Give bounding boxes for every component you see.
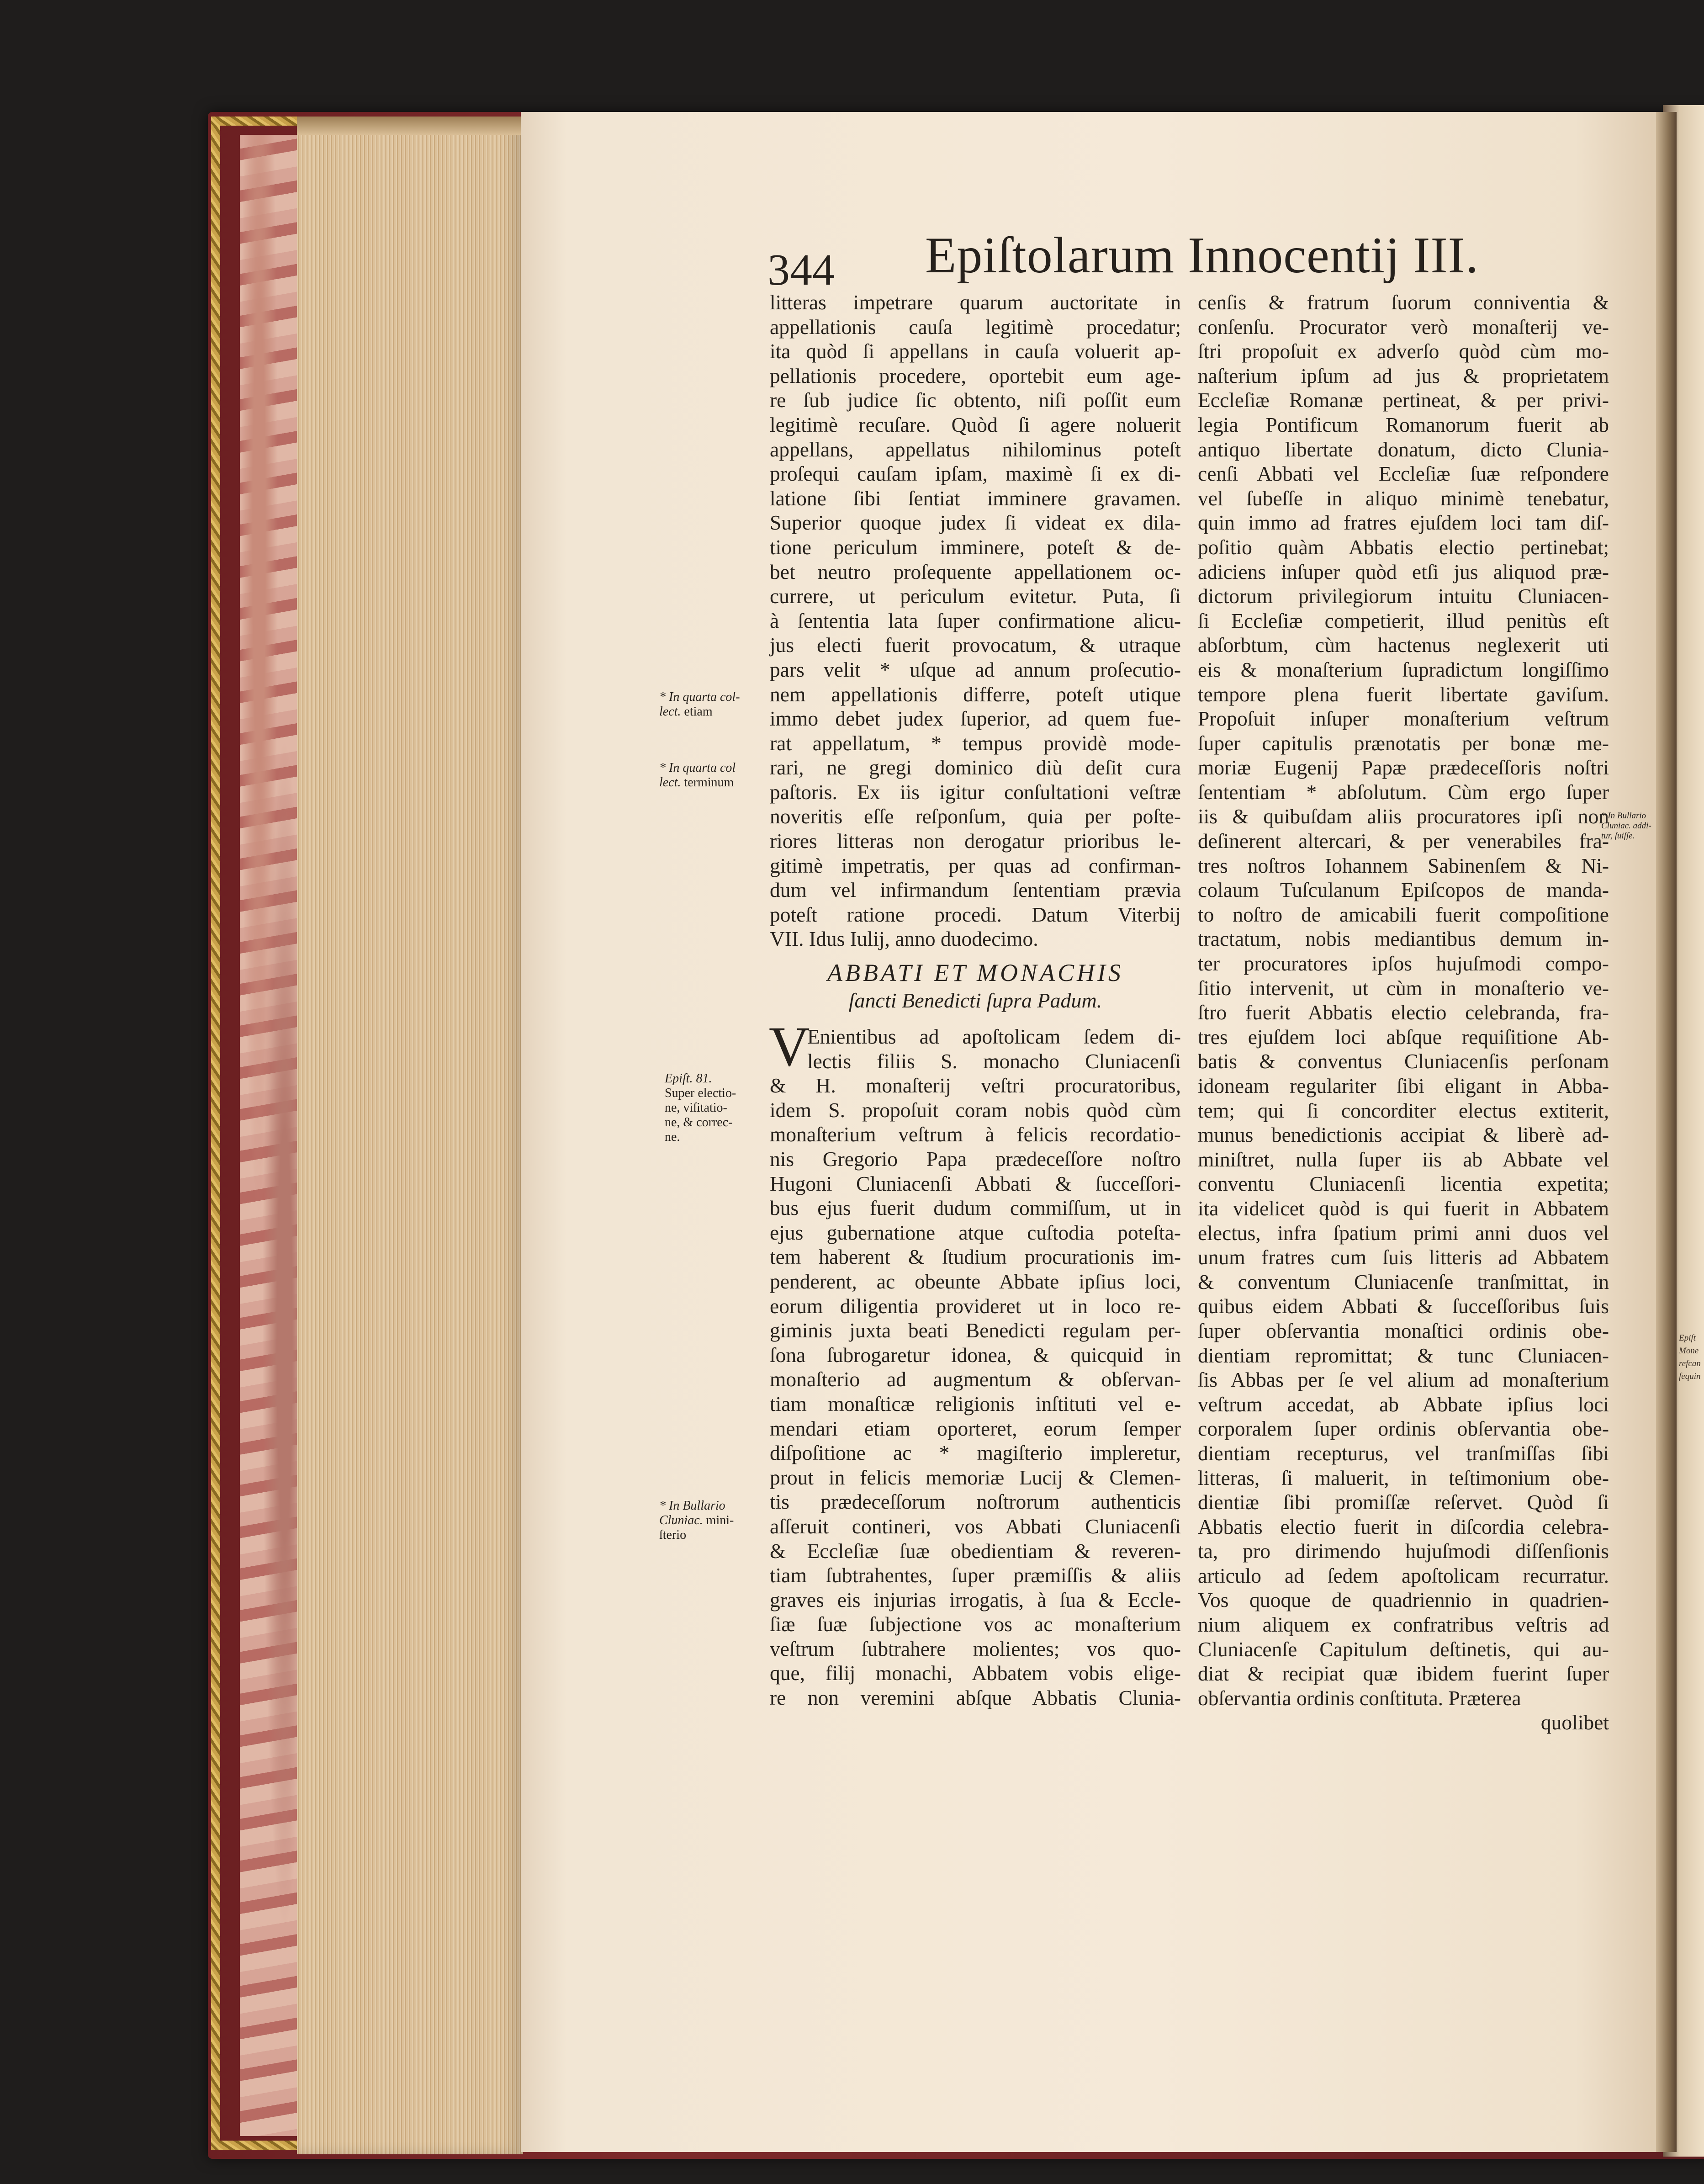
text-column-right xyxy=(1198,290,1609,1735)
text-line: idem S. propoſuit coram nobis quòd cùm xyxy=(770,1098,1181,1122)
margin-note-4-line-2b: mini- xyxy=(706,1513,734,1527)
text-line: ta, pro dirimendo hujuſmodi diſſenſionis xyxy=(1198,1539,1609,1563)
text-line: mendari etiam oporteret, eorum ſemper xyxy=(770,1416,1181,1440)
text-line: Superior quoque judex ſi videat ex dila- xyxy=(770,511,1181,535)
letter-heading xyxy=(770,958,1181,1013)
left-column-paragraph-1 xyxy=(770,290,1181,951)
text-line: ſis Abbas per ſe vel alium ad monaſterium xyxy=(1198,1368,1609,1392)
text-line: ſententiam * abſolutum. Cùm ergo ſuper xyxy=(1198,780,1609,804)
text-line: ſi Eccleſiæ competierit, illud penitùs eſt xyxy=(1198,609,1609,632)
edge-note-line-3: refcan xyxy=(1679,1359,1701,1368)
text-line: re non veremini abſque Abbatis Clunia- xyxy=(770,1686,1181,1710)
text-line: paſtoris. Ex iis igitur conſultationi veſtræ xyxy=(770,780,1181,804)
text-line: articulo ad ſedem apoſtolicam recurratur. xyxy=(1198,1564,1609,1587)
text-line: Cluniacenſe Capitulum deſtinetis, qui au- xyxy=(1198,1637,1609,1661)
letter-heading-line-2: ſancti Benedicti ſupra Padum. xyxy=(848,989,1102,1012)
text-line: antiquo libertate donatum, dicto Clunia- xyxy=(1198,437,1609,461)
text-line: penderent, ac obeunte Abbate ipſius loci, xyxy=(770,1269,1181,1293)
right-note-line-1: * In Bullario xyxy=(1601,811,1646,821)
text-line: ſuper capitulis prænotatis per bonæ me- xyxy=(1198,731,1609,755)
text-line: Propoſuit inſuper monaſterium veſtrum xyxy=(1198,707,1609,731)
text-line: diat & recipiat quæ ibidem fuerint ſuper xyxy=(1198,1662,1609,1686)
text-line: lectis filiis S. monacho Cluniacenſi xyxy=(807,1049,1181,1073)
text-line: Vos quoque de quadriennio in quadrien- xyxy=(1198,1588,1609,1612)
text-line: tiam monaſticæ religionis inſtituti vel e- xyxy=(770,1392,1181,1415)
margin-note-4 xyxy=(659,1499,734,1543)
text-line: rat appellatum, * tempus providè mode- xyxy=(770,731,1181,755)
text-line: aſſeruit contineri, vos Abbati Cluniacenſi xyxy=(770,1514,1181,1538)
text-line: legia Pontificum Romanorum fuerit ab xyxy=(1198,413,1609,436)
text-line: ita quòd ſi appellans in cauſa voluerit ap- xyxy=(770,339,1181,363)
margin-note-2-line-1: * In quarta col xyxy=(659,761,736,775)
text-line: eis & monaſterium ſupradictum longiſſimo xyxy=(1198,657,1609,681)
right-note-line-3: tur, ſuiſſe. xyxy=(1601,831,1635,841)
text-line: bus ejus fuerit dudum commiſſum, ut in xyxy=(770,1196,1181,1220)
text-line: colaum Tuſculanum Epiſcopos de manda- xyxy=(1198,878,1609,902)
text-line: nium aliquem ex confratribus veſtris ad xyxy=(1198,1613,1609,1637)
page-edges xyxy=(297,117,523,2154)
text-line: tione periculum imminere, poteſt & de- xyxy=(770,535,1181,559)
text-line: adiciens inſuper quòd etſi jus aliquod præ- xyxy=(1198,560,1609,583)
margin-note-3-line-1: Epiſt. 81. xyxy=(665,1071,712,1086)
text-line: ſtro fuerit Abbatis electio celebranda, fra- xyxy=(1198,1001,1609,1024)
text-line: vel ſubeſſe in aliquo minimè tenebatur, xyxy=(1198,486,1609,510)
text-line: tis prædeceſſorum noſtrorum authenticis xyxy=(770,1490,1181,1514)
catchword: quolibet xyxy=(1540,1711,1609,1734)
text-line: Abbatis electio fuerit in diſcordia celebra- xyxy=(1198,1515,1609,1538)
text-line: currere, ut periculum evitetur. Puta, ſi xyxy=(770,584,1181,608)
text-line: & H. monaſterij veſtri procuratoribus, xyxy=(770,1074,1181,1097)
text-line: naſterium ipſum ad jus & proprietatem xyxy=(1198,364,1609,387)
text-line: unum fratres cum ſuis litteris ad Abbatem xyxy=(1198,1246,1609,1269)
text-line: monaſterio ad augmentum & obſervan- xyxy=(770,1368,1181,1391)
text-line: ſitio intervenit, ut cùm in monaſterio ve- xyxy=(1198,976,1609,1000)
text-line: ſuper obſervantia monaſtici ordinis obe- xyxy=(1198,1319,1609,1342)
letter-heading-line-1: ABBATI ET MONACHIS xyxy=(827,959,1123,987)
text-line: tem; qui ſi concorditer electus extiterit, xyxy=(1198,1098,1609,1122)
text-line: legitimè recuſare. Quòd ſi agere noluerit xyxy=(770,413,1181,436)
text-line: dientiæ ſibi promiſſæ reſervet. Quòd ſi xyxy=(1198,1490,1609,1514)
text-line: deſinerent altercari, & per venerabiles fra- xyxy=(1198,829,1609,853)
text-line: veſtrum ſubtrahere molientes; vos quo- xyxy=(770,1637,1181,1660)
margin-note-3-line-5: ne. xyxy=(665,1130,680,1144)
text-line: litteras, ſi maluerit, in teſtimonium obe- xyxy=(1198,1466,1609,1490)
drop-capital: V xyxy=(769,1015,810,1078)
text-line: & conventum Cluniacenſe tranſmittat, in xyxy=(1198,1270,1609,1293)
text-line: que, filij monachi, Abbatem vobis elige- xyxy=(770,1661,1181,1685)
text-line: tiam ſubtrahentes, ſuper præmiſſis & aliis xyxy=(770,1564,1181,1587)
page-gutter xyxy=(1656,112,1677,2152)
text-line: dum vel infirmandum ſententiam prævia xyxy=(770,878,1181,902)
margin-note-3 xyxy=(665,1071,736,1145)
text-line: nis Gregorio Papa prædeceſſore noſtro xyxy=(770,1147,1181,1171)
text-line: pellationis procedere, oportebit eum age- xyxy=(770,364,1181,387)
text-line: riores litteras non derogatur prioribus le- xyxy=(770,829,1181,853)
text-line: diſpoſitione ac * magiſterio impleretur, xyxy=(770,1441,1181,1465)
right-note-line-2: Cluniac. addi- xyxy=(1601,821,1651,831)
text-line: abſorbtum, cùm hactenus neglexerit uti xyxy=(1198,633,1609,657)
text-column-left xyxy=(770,290,1181,1710)
text-line: ſona ſubrogaretur idonea, & quicquid in xyxy=(770,1343,1181,1367)
text-line: pars velit * uſque ad annum proſecutio- xyxy=(770,657,1181,681)
text-line: to noſtro de amicabili fuerit compoſitione xyxy=(1198,902,1609,926)
edge-note-line-2: Mone xyxy=(1679,1346,1699,1356)
margin-note-2-line-2a: lect. xyxy=(659,775,681,790)
text-line: ejus gubernatione atque cuſtodia poteſta- xyxy=(770,1220,1181,1244)
text-line: bet neutro proſequente appellationem oc- xyxy=(770,560,1181,583)
text-line: quibus eidem Abbati & ſucceſſoribus ſuis xyxy=(1198,1294,1609,1318)
text-line: iis & quibuſdam aliis procuratores ipſi non xyxy=(1198,805,1609,828)
margin-note-1 xyxy=(659,690,740,719)
text-line: cenſi Abbati vel Eccleſiæ ſuæ reſpondere xyxy=(1198,462,1609,486)
text-line: dientiam recepturus, vel tranſmiſſas ſibi xyxy=(1198,1441,1609,1465)
text-line: prout in felicis memoriæ Lucij & Clemen- xyxy=(770,1465,1181,1489)
text-line: dientiam repromittat; & tunc Cluniacen- xyxy=(1198,1343,1609,1367)
text-line: rari, ne gregi dominico diù deſit cura xyxy=(770,756,1181,779)
text-line: tres noſtros Iohannem Sabinenſem & Ni- xyxy=(1198,853,1609,877)
margin-note-4-line-3: ſterio xyxy=(659,1528,687,1542)
text-line: litteras impetrare quarum auctoritate in xyxy=(770,291,1181,314)
text-line: miniſtret, nulla ſuper iis ab Abbate vel xyxy=(1198,1147,1609,1171)
running-title: Epiſtolarum Innocentij III. xyxy=(925,227,1479,284)
text-line: tempore plena fuerit libertate gaviſum. xyxy=(1198,682,1609,706)
text-line: immo debet judex ſuperior, ad quem fue- xyxy=(770,707,1181,731)
text-line: tres ejuſdem loci abſque requiſitione Ab- xyxy=(1198,1025,1609,1049)
text-line: moriæ Eugenij Papæ prædeceſſoris noſtri xyxy=(1198,756,1609,779)
text-line: proſequi cauſam ipſam, maximè ſi ex di- xyxy=(770,462,1181,486)
text-line: poſitio quàm Abbatis electio pertinebat; xyxy=(1198,535,1609,559)
text-line: à ſententia lata ſuper confirmatione alicu- xyxy=(770,609,1181,632)
marbled-endpaper xyxy=(240,135,304,2136)
text-line: veſtrum accedat, ab Abbate ipſius loci xyxy=(1198,1392,1609,1416)
page-number: 344 xyxy=(767,245,835,295)
edge-note-line-1: Epiſt xyxy=(1679,1333,1696,1343)
text-line: re ſub judice ſic obtento, niſi poſſit eum xyxy=(770,388,1181,412)
running-header xyxy=(763,226,1485,295)
text-line: conventu Cluniacenſi licentia expetita; xyxy=(1198,1172,1609,1196)
text-line: ſiæ ſuæ ſubjectione vos ac monaſterium xyxy=(770,1612,1181,1636)
text-line: tractatum, nobis mediantibus demum in- xyxy=(1198,927,1609,951)
text-line: poteſt ratione procedi. Datum Viterbij xyxy=(770,902,1181,926)
margin-note-3-line-2: Super electio- xyxy=(665,1086,736,1100)
text-line: ita videlicet quòd is qui fuerit in Abbatem xyxy=(1198,1196,1609,1220)
text-line: VII. Idus Iulij, anno duodecimo. xyxy=(770,927,1038,951)
text-line: jus electi fuerit provocatum, & utraque xyxy=(770,633,1181,657)
margin-note-3-line-4: ne, & correc- xyxy=(665,1115,733,1129)
margin-note-1-line-2a: lect. xyxy=(659,705,681,719)
text-line: electus, infra ſpatium primi anni duos vel xyxy=(1198,1221,1609,1245)
margin-note-1-line-1: * In quarta col- xyxy=(659,690,740,704)
text-line: ſtri propoſuit ex adverſo quòd cùm mo- xyxy=(1198,339,1609,363)
margin-note-2 xyxy=(659,761,736,790)
text-line: Eccleſiæ Romanæ pertineat, & per privi- xyxy=(1198,388,1609,412)
text-line: munus benedictionis accipiat & liberè ad- xyxy=(1198,1123,1609,1147)
edge-note-line-4: ſequin xyxy=(1679,1372,1701,1381)
text-line: & Eccleſiæ ſuæ obedientiam & reveren- xyxy=(770,1539,1181,1563)
margin-note-2-line-2b: terminum xyxy=(684,775,734,790)
text-line: latione ſibi ſentiat imminere gravamen. xyxy=(770,486,1181,510)
text-line: corporalem ſuper ordinis obſervantia obe- xyxy=(1198,1417,1609,1441)
text-line: eorum diligentia provideret ut in loco re- xyxy=(770,1294,1181,1318)
text-line: batis & conventus Cluniacenſis perſonam xyxy=(1198,1050,1609,1073)
margin-note-4-line-2a: Cluniac. xyxy=(659,1513,703,1527)
margin-note-1-line-2b: etiam xyxy=(684,705,713,719)
text-line: appellans, appellatus nihilominus poteſt xyxy=(770,437,1181,461)
text-line: gitimè impetratis, per quas ad confirman- xyxy=(770,853,1181,877)
facing-page-margin-note xyxy=(1679,1332,1701,1383)
text-line: conſenſu. Procurator verò monaſterij ve- xyxy=(1198,315,1609,339)
text-line: idoneam regulariter ſibi eligant in Abba- xyxy=(1198,1074,1609,1097)
text-line: Hugoni Cluniacenſi Abbati & ſucceſſori- xyxy=(770,1172,1181,1195)
margin-note-4-line-1: * In Bullario xyxy=(659,1499,725,1513)
left-column-paragraph-2 xyxy=(769,1015,1181,1710)
right-column-paragraph xyxy=(1198,290,1609,1710)
text-line: quin immo ad fratres ejuſdem loci tam diſ- xyxy=(1198,511,1609,535)
text-line: cenſis & fratrum ſuorum conniventia & xyxy=(1198,291,1609,314)
text-line: Enientibus ad apoſtolicam ſedem di- xyxy=(807,1025,1181,1049)
text-line: monaſterium veſtrum à felicis recordatio- xyxy=(770,1123,1181,1146)
text-line: giminis juxta beati Benedicti regulam per- xyxy=(770,1319,1181,1342)
margin-note-3-line-3: ne, viſitatio- xyxy=(665,1101,727,1115)
text-line: graves eis injurias irrogatis, à ſua & Eccle- xyxy=(770,1588,1181,1611)
text-line: obſervantia ordinis conſtituta. Præterea xyxy=(1198,1686,1521,1710)
margin-note-right xyxy=(1601,811,1656,841)
text-line: appellationis cauſa legitimè procedatur; xyxy=(770,315,1181,339)
text-line: dictorum privilegiorum intuitu Cluniacen- xyxy=(1198,584,1609,608)
text-line: ter procuratores ipſos hujuſmodi compo- xyxy=(1198,952,1609,975)
text-line: noveritis eſſe reſponſum, quia per poſte- xyxy=(770,805,1181,828)
text-line: tem haberent & ſtudium procurationis im- xyxy=(770,1245,1181,1269)
text-line: nem appellationis differre, poteſt utique xyxy=(770,682,1181,706)
